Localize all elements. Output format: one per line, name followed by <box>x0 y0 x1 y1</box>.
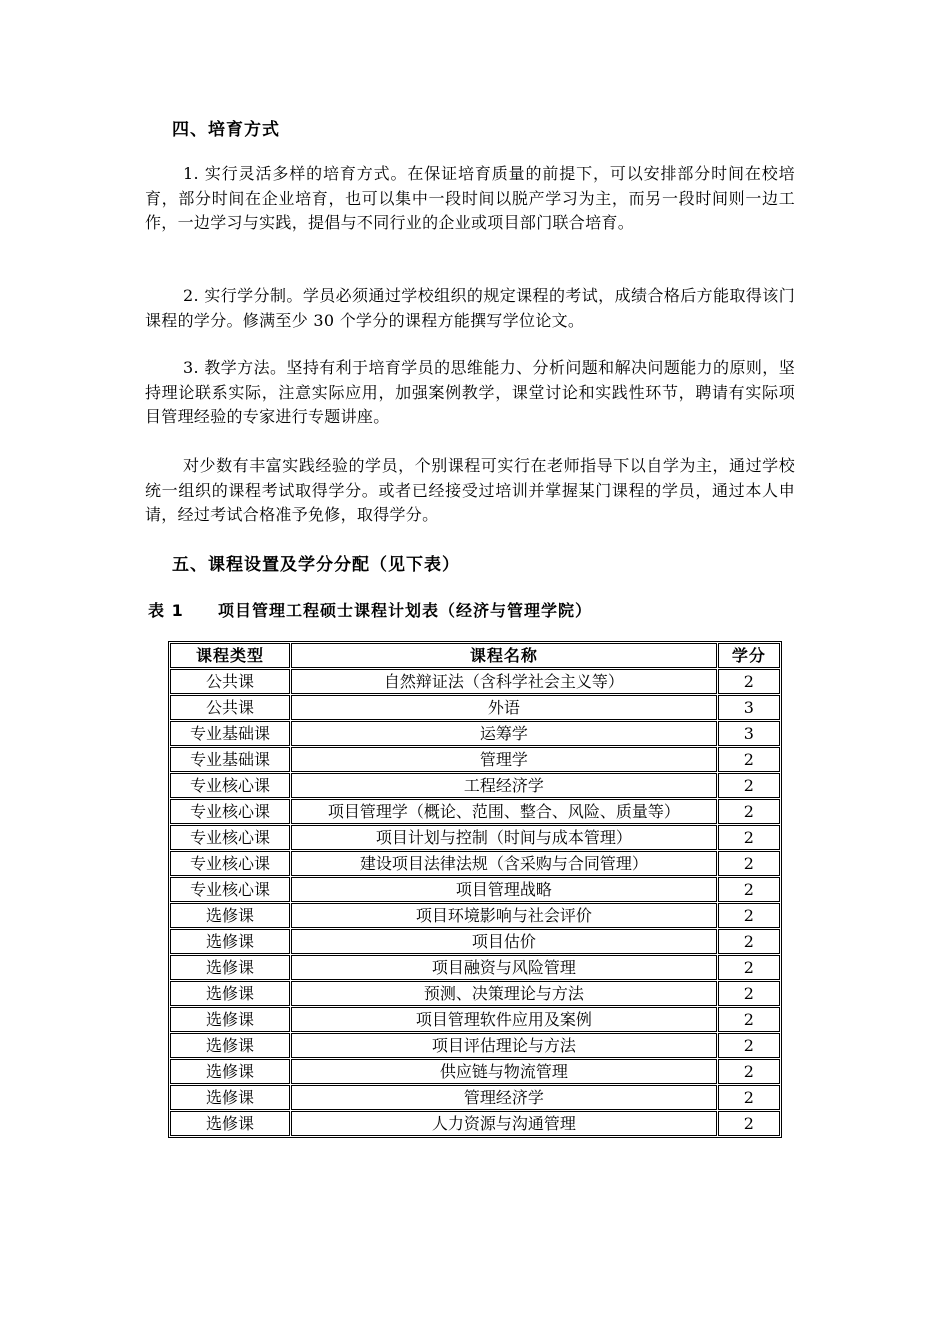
table-caption <box>148 598 592 621</box>
cell-course-type: 专业核心课 <box>170 877 290 902</box>
cell-course-name: 运筹学 <box>291 721 717 746</box>
cell-course-type: 选修课 <box>170 981 290 1006</box>
table-row <box>170 955 780 980</box>
cell-course-name: 项目环境影响与社会评价 <box>291 903 717 928</box>
cell-credit: 2 <box>718 1059 780 1084</box>
cell-course-name: 工程经济学 <box>291 773 717 798</box>
cell-course-name: 外语 <box>291 695 717 720</box>
cell-course-name: 供应链与物流管理 <box>291 1059 717 1084</box>
table-row <box>170 851 780 876</box>
section-heading-curriculum: 五、课程设置及学分分配（见下表） <box>172 555 460 575</box>
cell-course-type: 公共课 <box>170 695 290 720</box>
cell-credit: 2 <box>718 669 780 694</box>
paragraph-credit-system: 2. 实行学分制。学员必须通过学校组织的规定课程的考试，成绩合格后方能取得该门课程的学分。修满至少 30 个学分的课程方能撰写学位论文。 <box>145 286 795 330</box>
cell-credit: 2 <box>718 981 780 1006</box>
cell-course-type: 专业基础课 <box>170 721 290 746</box>
cell-course-type: 选修课 <box>170 1007 290 1032</box>
table-row <box>170 903 780 928</box>
cell-course-type: 专业基础课 <box>170 747 290 772</box>
table-row <box>170 799 780 824</box>
cell-credit: 2 <box>718 1111 780 1136</box>
cell-course-name: 预测、决策理论与方法 <box>291 981 717 1006</box>
cell-course-name: 管理经济学 <box>291 1085 717 1110</box>
cell-credit: 3 <box>718 721 780 746</box>
table-caption-number: 表 1 <box>148 601 184 620</box>
cell-course-name: 项目管理软件应用及案例 <box>291 1007 717 1032</box>
table-row <box>170 721 780 746</box>
table-row <box>170 1111 780 1136</box>
cell-course-name: 项目管理学（概论、范围、整合、风险、质量等） <box>291 799 717 824</box>
paragraph-flexible-training: 1. 实行灵活多样的培育方式。在保证培育质量的前提下，可以安排部分时间在校培育，部分时间在企业培育，也可以集中一段时间以脱产学习为主，而另一段时间则一边工作，一边学习与实践，提倡与不同行业的企业或项目部门联合培育。 <box>145 164 795 232</box>
cell-course-type: 专业核心课 <box>170 851 290 876</box>
table-row <box>170 669 780 694</box>
paragraph-self-study: 对少数有丰富实践经验的学员，个别课程可实行在老师指导下以自学为主，通过学校统一组织的课程考试取得学分。或者已经接受过培训并掌握某门课程的学员，通过本人申请，经过考试合格准予免修，取得学分。 <box>145 456 795 524</box>
cell-credit: 2 <box>718 773 780 798</box>
table-caption-title: 项目管理工程硕士课程计划表（经济与管理学院） <box>218 601 593 620</box>
cell-credit: 2 <box>718 903 780 928</box>
cell-course-name: 人力资源与沟通管理 <box>291 1111 717 1136</box>
cell-course-type: 选修课 <box>170 929 290 954</box>
table-row <box>170 1059 780 1084</box>
table-body <box>170 669 780 1136</box>
cell-course-type: 选修课 <box>170 1085 290 1110</box>
cell-course-name: 自然辩证法（含科学社会主义等） <box>291 669 717 694</box>
cell-course-type: 选修课 <box>170 955 290 980</box>
section-heading-training-methods: 四、培育方式 <box>172 120 280 140</box>
cell-course-name: 项目管理战略 <box>291 877 717 902</box>
cell-course-type: 选修课 <box>170 1033 290 1058</box>
cell-credit: 2 <box>718 747 780 772</box>
cell-credit: 2 <box>718 877 780 902</box>
header-course-name: 课程名称 <box>291 643 717 668</box>
cell-course-type: 选修课 <box>170 1111 290 1136</box>
table-row <box>170 747 780 772</box>
cell-course-name: 项目评估理论与方法 <box>291 1033 717 1058</box>
cell-course-type: 专业核心课 <box>170 799 290 824</box>
cell-credit: 2 <box>718 851 780 876</box>
table-row <box>170 981 780 1006</box>
cell-course-name: 项目计划与控制（时间与成本管理） <box>291 825 717 850</box>
header-course-type: 课程类型 <box>170 643 290 668</box>
cell-course-name: 建设项目法律法规（含采购与合同管理） <box>291 851 717 876</box>
cell-credit: 2 <box>718 799 780 824</box>
cell-credit: 2 <box>718 825 780 850</box>
cell-course-type: 公共课 <box>170 669 290 694</box>
paragraph-teaching-method: 3. 教学方法。坚持有利于培育学员的思维能力、分析问题和解决问题能力的原则，坚持理论联系实际，注意实际应用，加强案例教学，课堂讨论和实践性环节，聘请有实际项目管理经验的专家进行专题讲座。 <box>145 358 795 426</box>
cell-course-name: 管理学 <box>291 747 717 772</box>
table-row <box>170 1007 780 1032</box>
cell-credit: 2 <box>718 1033 780 1058</box>
table-row <box>170 695 780 720</box>
table-row <box>170 773 780 798</box>
table-header-row <box>170 643 780 668</box>
table-row <box>170 1033 780 1058</box>
cell-credit: 2 <box>718 955 780 980</box>
table-row <box>170 1085 780 1110</box>
table-row <box>170 825 780 850</box>
table-row <box>170 929 780 954</box>
cell-course-name: 项目估价 <box>291 929 717 954</box>
course-plan-table <box>168 641 782 1138</box>
cell-course-name: 项目融资与风险管理 <box>291 955 717 980</box>
cell-credit: 3 <box>718 695 780 720</box>
table-row <box>170 877 780 902</box>
cell-credit: 2 <box>718 1007 780 1032</box>
cell-credit: 2 <box>718 1085 780 1110</box>
header-credit: 学分 <box>718 643 780 668</box>
cell-course-type: 选修课 <box>170 903 290 928</box>
cell-credit: 2 <box>718 929 780 954</box>
cell-course-type: 专业核心课 <box>170 773 290 798</box>
cell-course-type: 选修课 <box>170 1059 290 1084</box>
cell-course-type: 专业核心课 <box>170 825 290 850</box>
